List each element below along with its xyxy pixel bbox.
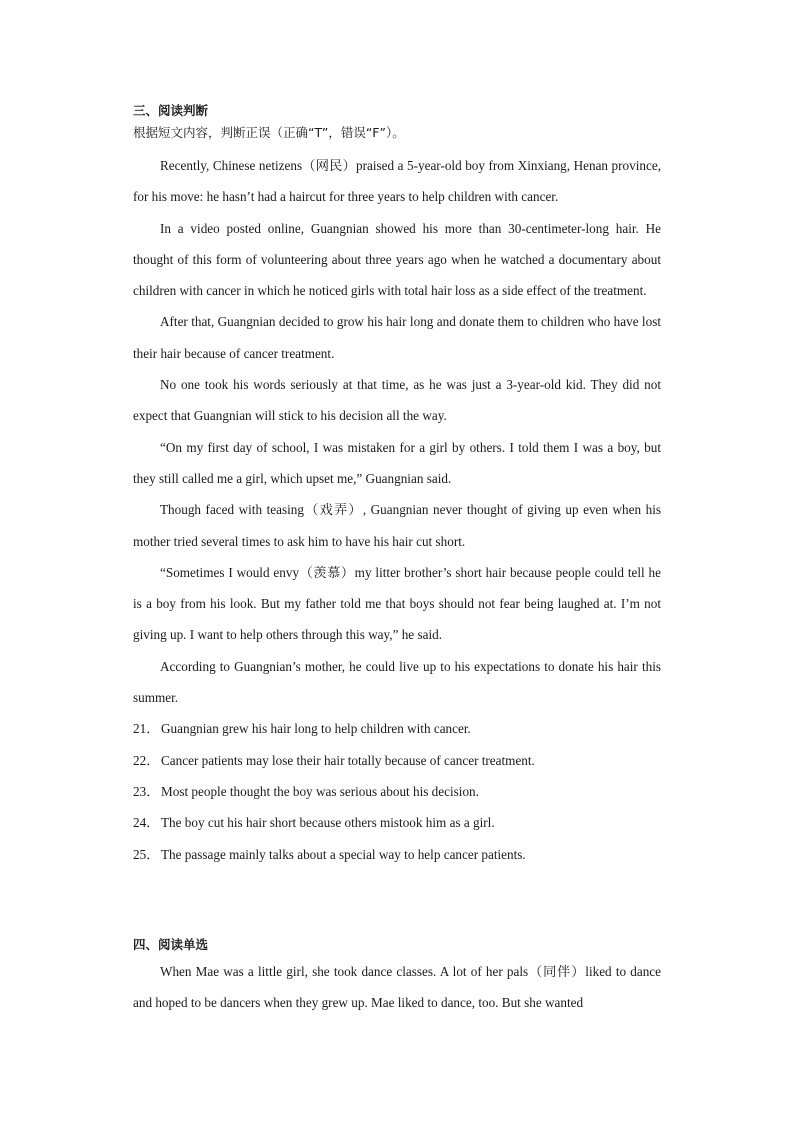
- question-item: [133, 839, 661, 870]
- question-text: Most people thought the boy was serious about his decision.: [161, 783, 479, 799]
- question-text: The passage mainly talks about a special way to help cancer patients.: [161, 846, 526, 862]
- section-instruction: 根据短文内容，判断正误（正确“T”，错误“F”）。: [133, 125, 405, 140]
- question-number: 25．: [133, 846, 160, 862]
- question-item: [133, 713, 661, 744]
- section-heading-4: 四、阅读单选: [133, 936, 209, 952]
- document-page: [133, 100, 661, 1018]
- question-text: The boy cut his hair short because others mistook him as a girl.: [161, 815, 495, 831]
- paragraph: When Mae was a little girl, she took dance classes. A lot of her pals（同伴）liked to dance and hoped to be dancers when they grew up. Mae liked to dance, too. But she wanted: [133, 963, 661, 1011]
- paragraph: No one took his words seriously at that time, as he was just a 3-year-old kid. They did not expect that Guangnian will stick to his decision all the way.: [133, 377, 661, 424]
- question-number: 23．: [133, 783, 160, 799]
- paragraph: After that, Guangnian decided to grow his hair long and donate them to children who have lost their hair because of cancer treatment.: [133, 314, 661, 361]
- paragraph: In a video posted online, Guangnian showed his more than 30-centimeter-long hair. He thought of this form of volunteering about three years ago when he watched a documentary about children with cancer in which he noticed girls with total hair loss as a side effect of the treatment.: [133, 220, 661, 299]
- question-item: [133, 807, 661, 838]
- question-text: Guangnian grew his hair long to help children with cancer.: [161, 721, 471, 737]
- question-number: 22．: [133, 752, 160, 768]
- section-spacer: [133, 870, 661, 934]
- question-number: 24．: [133, 815, 160, 831]
- section-heading-3: 三、阅读判断: [133, 103, 209, 118]
- question-text: Cancer patients may lose their hair totally because of cancer treatment.: [161, 752, 535, 768]
- paragraph: “On my first day of school, I was mistaken for a girl by others. I told them I was a boy, but they still called me a girl, which upset me,” Guangnian said.: [133, 439, 661, 486]
- paragraph: According to Guangnian’s mother, he could live up to his expectations to donate his hair this summer.: [133, 658, 661, 706]
- paragraph: “Sometimes I would envy（羡慕）my litter brother’s short hair because people could tell he is a boy from his look. But my father told me that boys should not fear being laughed at. I’m not giving up. I want to help others through this way,” he said.: [133, 564, 661, 643]
- question-item: [133, 776, 661, 807]
- paragraph: Though faced with teasing（戏弄）, Guangnian never thought of giving up even when his mother tried several times to ask him to have his hair cut short.: [133, 502, 661, 549]
- question-item: [133, 745, 661, 776]
- question-number: 21．: [133, 721, 160, 737]
- paragraph: Recently, Chinese netizens（网民）praised a 5-year-old boy from Xinxiang, Henan province, for his move: he hasn’t had a haircut for three years to help children with cancer.: [133, 158, 661, 205]
